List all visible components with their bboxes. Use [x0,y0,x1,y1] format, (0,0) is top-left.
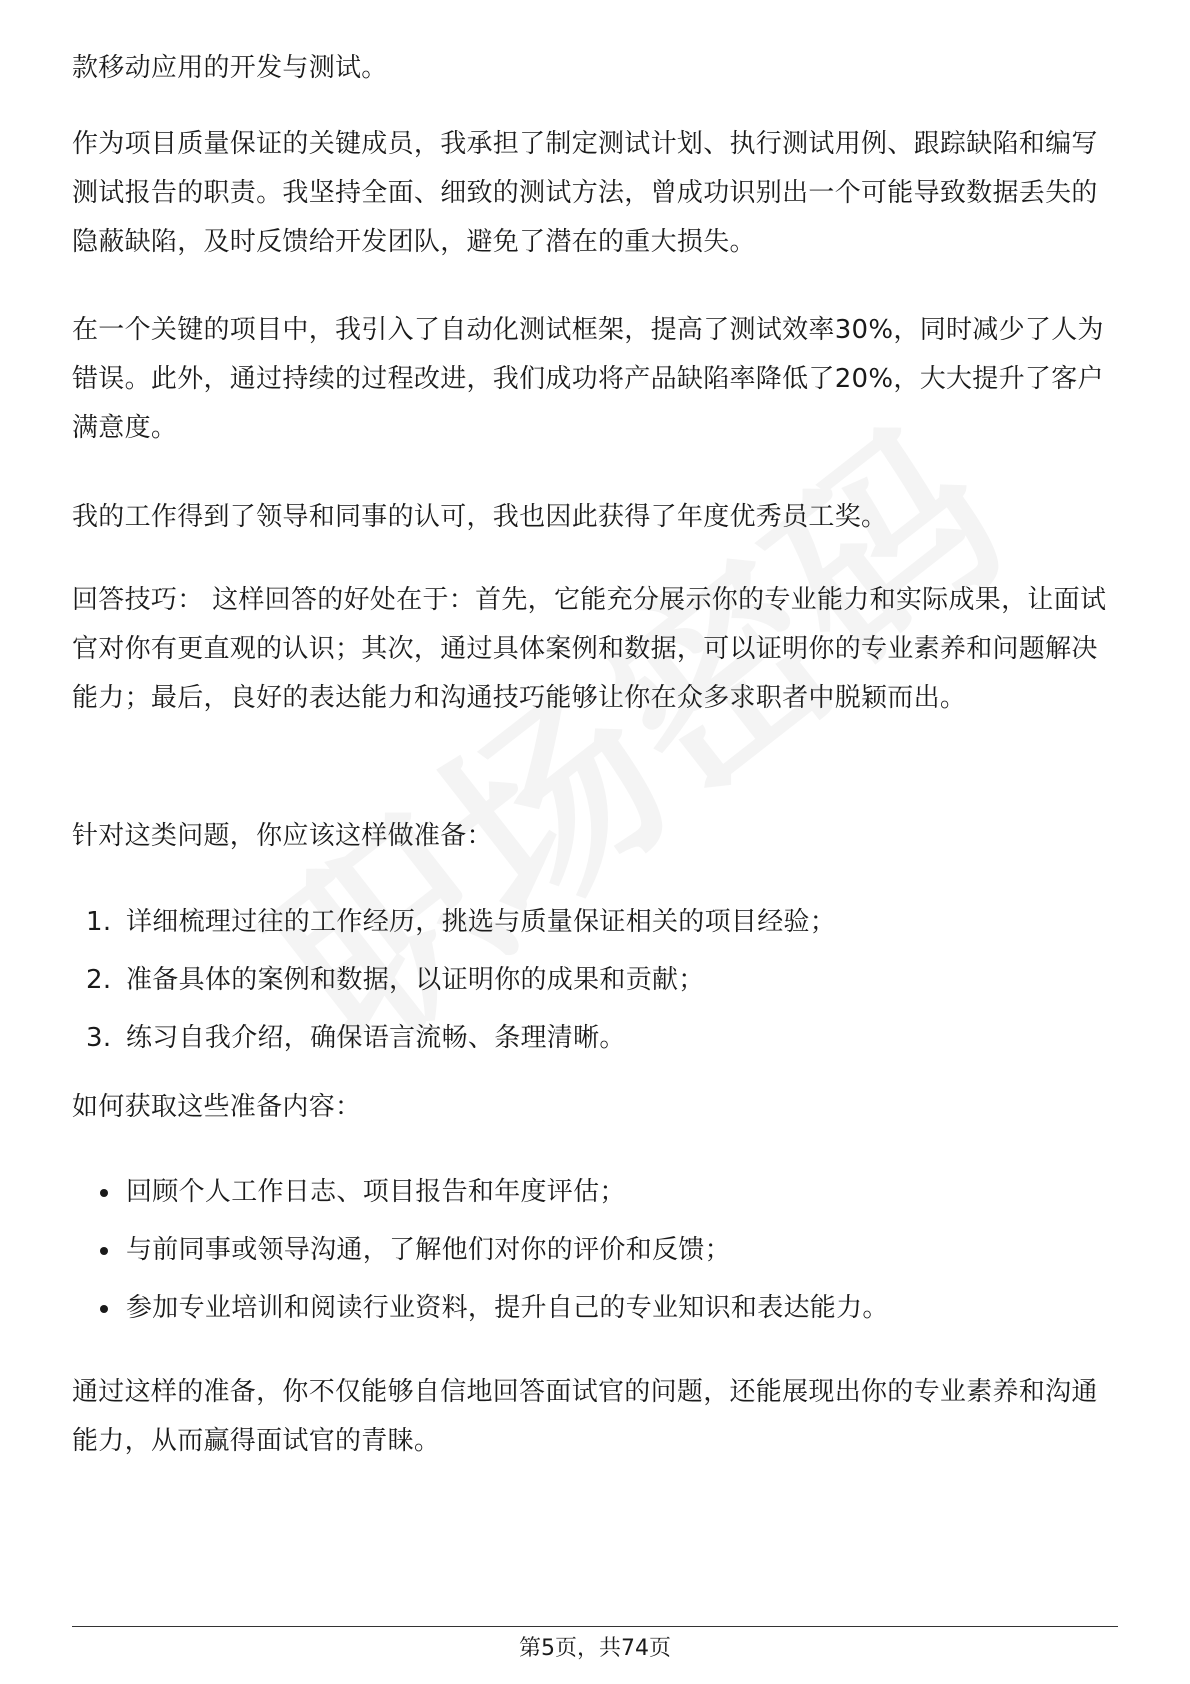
paragraph-intro-continuation: 款移动应用的开发与测试。 [72,53,388,83]
list-marker: 3. [86,1023,112,1053]
list-item [72,965,1118,1023]
bullet-list-sources [72,1177,1118,1351]
page-number: 第5页，共74页 [519,1636,671,1661]
paragraph-conclusion: 通过这样的准备，你不仅能够自信地回答面试官的问题，还能展现出你的专业素养和沟通能力，从而赢得面试官的青睐。 [72,1377,1098,1456]
list-item-text: 与前同事或领导沟通，了解他们对你的评价和反馈； [126,1235,731,1265]
list-item [72,1023,1118,1081]
list-item [72,1293,1118,1351]
list-item-text: 准备具体的案例和数据，以证明你的成果和贡献； [126,965,705,995]
list-item-text: 回顾个人工作日志、项目报告和年度评估； [126,1177,626,1207]
list-item [72,907,1118,965]
list-marker: 1. [86,907,112,937]
bullet-icon [100,1305,108,1313]
list-item-text: 练习自我介绍，确保语言流畅、条理清晰。 [126,1023,626,1053]
bullet-icon [100,1247,108,1255]
list-item [72,1177,1118,1235]
paragraph-qa-role: 作为项目质量保证的关键成员，我承担了制定测试计划、执行测试用例、跟踪缺陷和编写测试报告的职责。我坚持全面、细致的测试方法，曾成功识别出一个可能导致数据丢失的隐蔽缺陷，及时反馈给开发团队，避免了潜在的重大损失。 [72,129,1098,257]
ordered-list-preparation [72,907,1118,1081]
list-item [72,1235,1118,1293]
list-item-text: 详细梳理过往的工作经历，挑选与质量保证相关的项目经验； [126,907,837,937]
list-item-text: 参加专业培训和阅读行业资料，提升自己的专业知识和表达能力。 [126,1293,889,1323]
bullet-icon [100,1189,108,1197]
paragraph-answer-tips: 回答技巧： 这样回答的好处在于：首先，它能充分展示你的专业能力和实际成果，让面试官对你有更直观的认识；其次，通过具体案例和数据，可以证明你的专业素养和问题解决能力；最后，良好的表达能力和沟通技巧能够让你在众多求职者中脱颖而出。 [72,585,1107,713]
footer-divider [72,1626,1118,1627]
paragraph-preparation-intro: 针对这类问题，你应该这样做准备： [72,821,493,851]
paragraph-automation: 在一个关键的项目中，我引入了自动化测试框架，提高了测试效率30%，同时减少了人为错误。此外，通过持续的过程改进，我们成功将产品缺陷率降低了20%，大大提升了客户满意度。 [72,315,1104,443]
list-marker: 2. [86,965,112,995]
paragraph-recognition: 我的工作得到了领导和同事的认可，我也因此获得了年度优秀员工奖。 [72,502,888,532]
paragraph-how-to-obtain: 如何获取这些准备内容： [72,1092,362,1122]
